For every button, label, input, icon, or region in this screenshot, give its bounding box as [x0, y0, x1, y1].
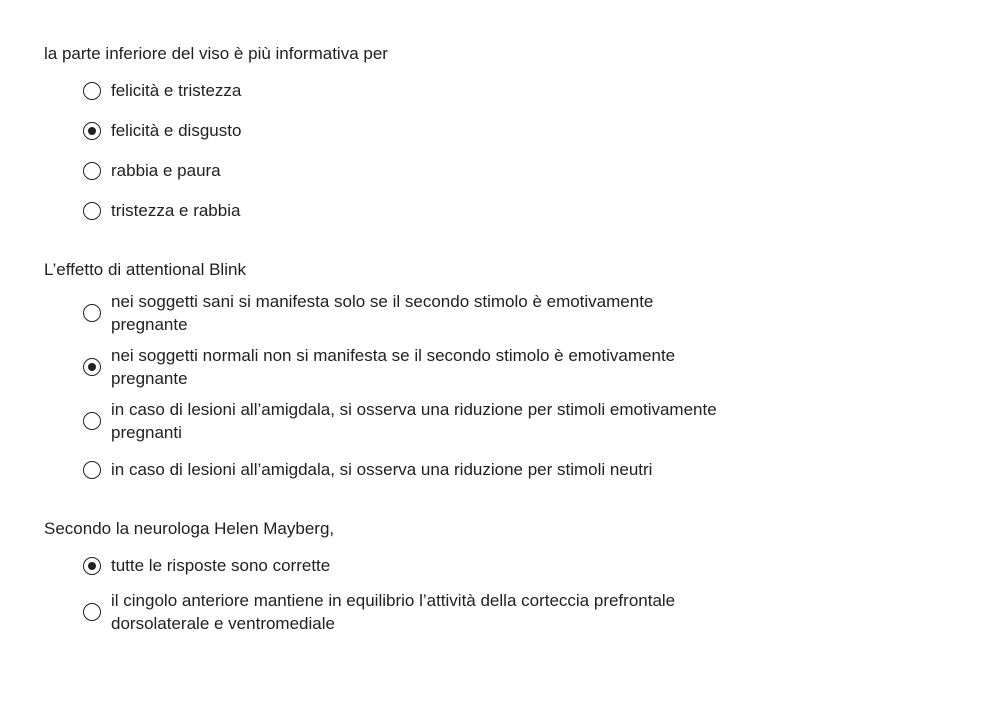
option-label: nei soggetti normali non si manifesta se il secondo stimolo è emotivamente pregnante	[111, 346, 676, 388]
question-title: Secondo la neurologa Helen Mayberg,	[44, 519, 335, 538]
option-lesioni-neutri[interactable]	[83, 458, 731, 481]
radio-button[interactable]	[83, 461, 101, 479]
option-cingolo-anteriore[interactable]	[83, 589, 731, 635]
radio-button[interactable]	[83, 304, 101, 322]
question-3	[44, 519, 731, 635]
question-title: L’effetto di attentional Blink	[44, 260, 246, 279]
radio-button[interactable]	[83, 603, 101, 621]
option-lesioni-emotivi[interactable]	[83, 398, 731, 444]
options-list	[83, 79, 388, 222]
option-rabbia-paura[interactable]	[83, 159, 388, 182]
option-label: tristezza e rabbia	[111, 201, 241, 220]
radio-button[interactable]	[83, 412, 101, 430]
question-title: la parte inferiore del viso è più informativa per	[44, 44, 388, 63]
option-label: rabbia e paura	[111, 161, 221, 180]
option-felicita-disgusto[interactable]	[83, 119, 388, 142]
radio-button[interactable]	[83, 202, 101, 220]
option-label: felicità e disgusto	[111, 121, 242, 140]
option-felicita-tristezza[interactable]	[83, 79, 388, 102]
option-label: nei soggetti sani si manifesta solo se il secondo stimolo è emotivamente pregnante	[111, 292, 654, 334]
question-2	[44, 260, 731, 481]
option-label: in caso di lesioni all’amigdala, si osserva una riduzione per stimoli neutri	[111, 460, 653, 479]
options-list	[83, 290, 731, 481]
question-1	[44, 44, 388, 222]
option-label: in caso di lesioni all’amigdala, si osserva una riduzione per stimoli emotivamente pregnanti	[111, 400, 717, 442]
radio-button-selected[interactable]	[83, 122, 101, 140]
option-soggetti-normali[interactable]	[83, 344, 731, 390]
option-soggetti-sani[interactable]	[83, 290, 731, 336]
radio-button-selected[interactable]	[83, 358, 101, 376]
option-label: tutte le risposte sono corrette	[111, 556, 331, 575]
option-label: felicità e tristezza	[111, 81, 242, 100]
option-tutte-corrette[interactable]	[83, 554, 731, 577]
options-list	[83, 554, 731, 635]
option-label: il cingolo anteriore mantiene in equilibrio l’attività della corteccia prefrontale dorsolaterale e ventromediale	[111, 591, 676, 633]
option-tristezza-rabbia[interactable]	[83, 199, 388, 222]
radio-button-selected[interactable]	[83, 557, 101, 575]
radio-button[interactable]	[83, 82, 101, 100]
radio-button[interactable]	[83, 162, 101, 180]
